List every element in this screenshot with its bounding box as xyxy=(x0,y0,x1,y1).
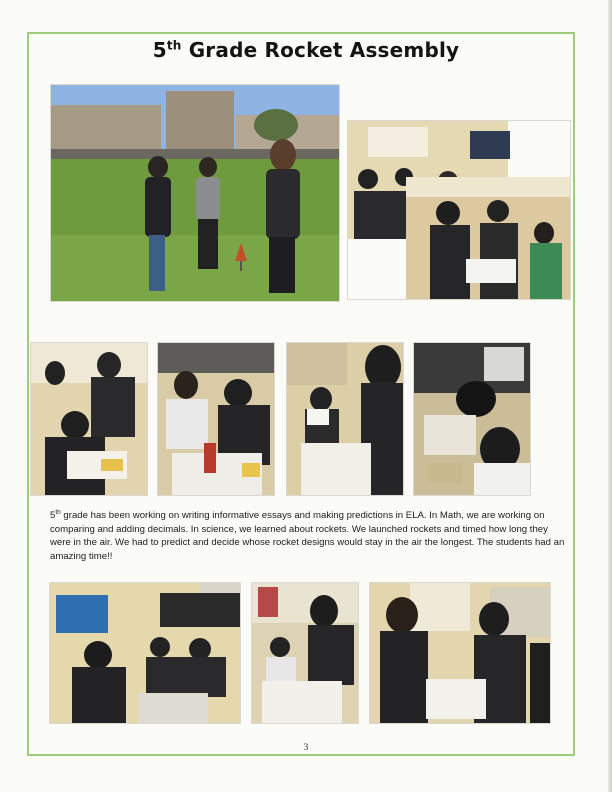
para-number: 5 xyxy=(50,510,56,522)
page-number: 3 xyxy=(303,742,309,752)
classroom-collage-photo xyxy=(347,120,571,300)
classroom-wide-photo xyxy=(49,582,241,724)
students-at-desk-photo-1 xyxy=(30,342,148,496)
students-at-desk-photo-2 xyxy=(157,342,275,496)
para-text: grade has been working on writing informative essays and making predictions in ELA. In Math, we are working on comparing and adding decimals. In science, we learned about rockets. We launched rockets and timed how long they were in the air. We had to predict and decide whose rocket designs would stay in the air the longest. The students had an amazing time!! xyxy=(50,510,565,562)
title-text: Grade Rocket Assembly xyxy=(181,38,460,62)
students-assembling-photo xyxy=(369,582,551,724)
rocket-launch-field-photo xyxy=(50,84,340,302)
para-suffix: th xyxy=(55,509,61,516)
title-suffix: th xyxy=(166,38,182,53)
page-title xyxy=(0,38,612,62)
body-paragraph xyxy=(50,506,570,564)
scan-edge xyxy=(608,0,612,792)
students-at-desk-photo-3 xyxy=(286,342,404,496)
students-at-desk-photo-4 xyxy=(413,342,531,496)
students-working-photo xyxy=(251,582,359,724)
title-number: 5 xyxy=(152,38,167,62)
